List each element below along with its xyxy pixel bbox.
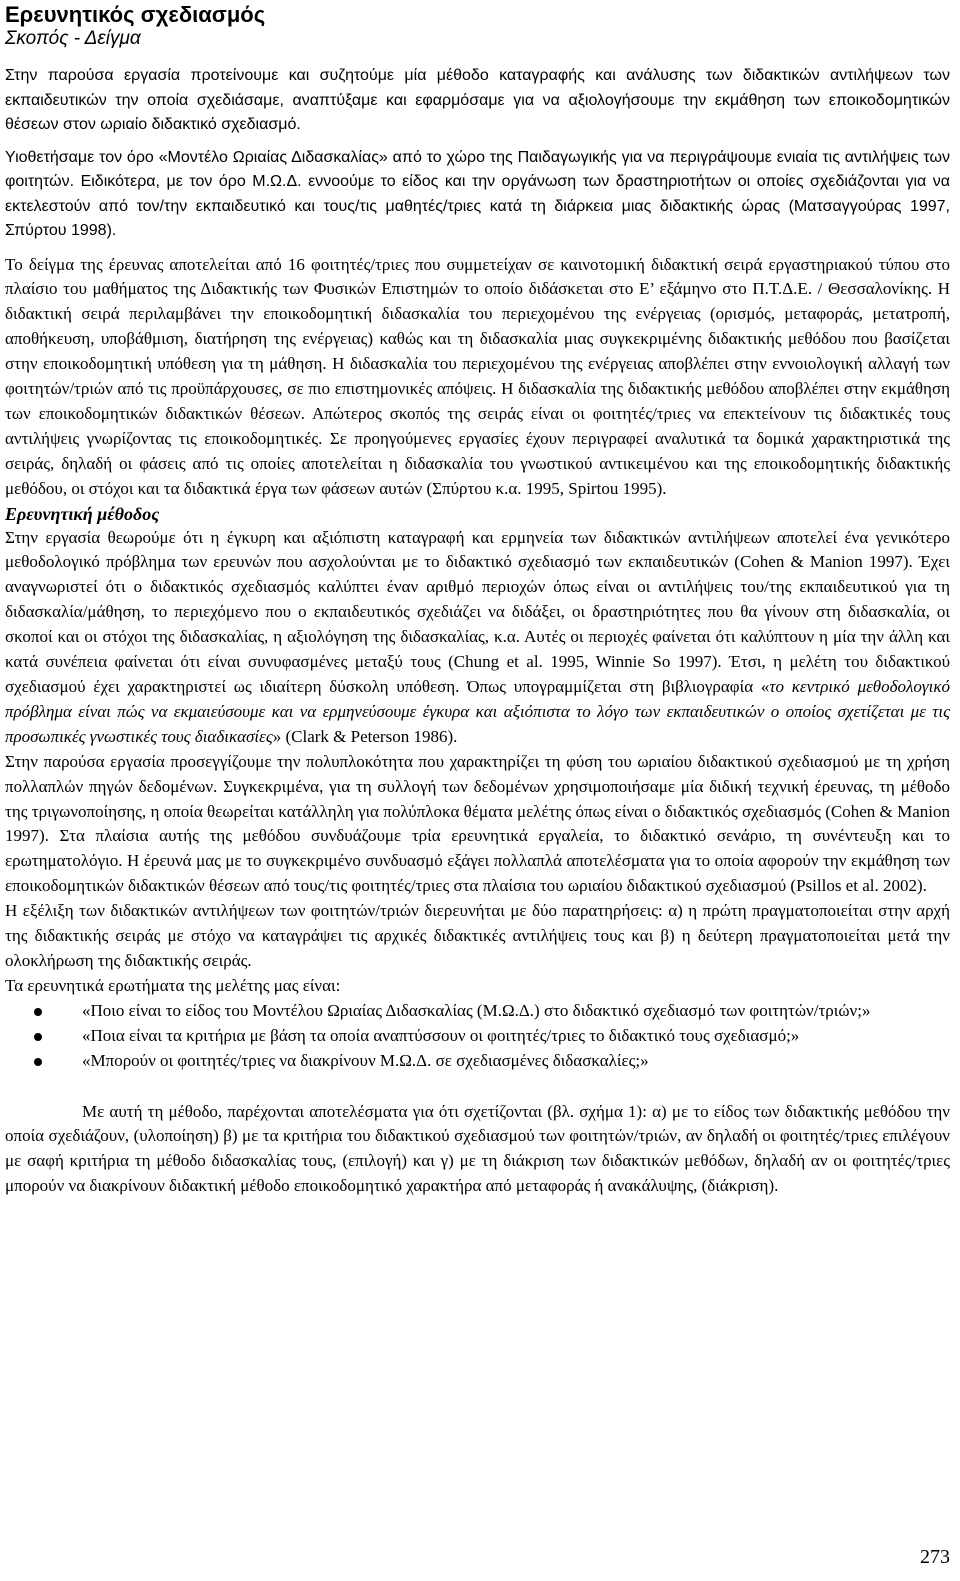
bullet-icon (34, 1008, 42, 1016)
method-paragraph-5: Με αυτή τη μέθοδο, παρέχονται αποτελέσματα για ότι σχετίζονται (βλ. σχήμα 1): α) με το είδος των διδακτικής μεθόδου την οποία σχεδιάζουν, (υλοποίηση) β) με τα κριτήρια του διδακτικού σχεδιασμού των φοιτητών/τριών, αν δηλαδή οι φοιτητές/τριες επιλέγουν με σαφή κριτήρια τη μέθοδο διδασκαλίας τους, (επιλογή) και γ) με τη διάκριση των διδακτικών μεθόδων, δηλαδή αν οι φοιτητές/τριες μπορούν να διακρίνουν διδακτική μέθοδο εποικοδομητικό χαρακτήρα από μεταφοράς ή ανακάλυψης, (διάκριση). (5, 1101, 950, 1196)
method-quote: το κεντρικό μεθοδολογικό πρόβλημα είναι πώς να εκμαιεύσουμε και να ερμηνεύσουμε έγκυρα και αξιόπιστα το λόγο των εκπαιδευτικών ο οποίος σχετίζεται με τις προσωπικές γνωστικές τους διαδικασίες (5, 677, 951, 746)
method-paragraph-4: Τα ερευνητικά ερωτήματα της μελέτης μας είναι: (5, 975, 341, 995)
question-text: «Ποια είναι τα κριτήρια με βάση τα οποία αναπτύσσουν οι φοιτητές/τριες το διδακτικό τους σχεδιασμό;» (82, 1025, 800, 1045)
bullet-icon (34, 1033, 42, 1041)
method-paragraph-3: Η εξέλιξη των διδακτικών αντιλήψεων των φοιτητών/τριών διερευνήται με δύο παρατηρήσεις: α) η πρώτη πραγματοποιείται στην αρχή της διδακτικής σειράς με στόχο να καταγράψει τις αρχικές διδακτικές αντιλήψεις τους και β) η δεύτερη πραγματοποιείται μετά την ολοκλήρωση της διδακτικής σειράς. (5, 901, 950, 970)
question-text: «Μπορούν οι φοιτητές/τριες να διακρίνουν Μ.Ω.Δ. σε σχεδιασμένες διδασκαλίες;» (82, 1050, 649, 1070)
question-text: «Ποιο είναι το είδος του Μοντέλου Ωριαίας Διδασκαλίας (Μ.Ω.Δ.) στο διδακτικό σχεδιασμό των φοιτητών/τριών;» (82, 1000, 871, 1020)
method-paragraph-1 (5, 526, 950, 750)
sample-paragraph: Το δείγμα της έρευνας αποτελείται από 16 φοιτητές/τριες που συμμετείχαν σε καινοτομική διδακτική σειρά εργαστηριακού τύπου στο πλαίσιο του μαθήματος της Διδακτικής των Φυσικών Επιστημών το οποίο διδάσκεται στο Ε’ εξάμηνο στο Π.Τ.Δ.Ε. / Θεσσαλονίκης. Η διδακτική σειρά περιλαμβάνει την εποικοδομητική διδασκαλία του περιεχομένου της ενέργειας (ορισμός, μεταφοράς, μετατροπή, αποθήκευση, υποβάθμιση, διατήρηση της ενέργειας) καθώς και τη διδασκαλία μιας συγκεκριμένης διδακτικής μεθόδου που βασίζεται στην εποικοδομητική υπόθεση για τη μάθηση. Η διδασκαλία του περιεχομένου της ενέργειας αποβλέπει στην εννοιολογική αλλαγή των φοιτητών/τριών από τις προϋπάρχουσες, σε πιο επιστημονικές απόψεις. Η διδασκαλία της διδακτικής μεθόδου αποβλέπει στην εκμάθηση των εποικοδομητικών διδακτικών θέσεων. Απώτερος σκοπός της σειράς είναι οι φοιτητές/τριες να επεκτείνουν τις διδακτικές τους αντιλήψεις γνωρίζοντας τις εποικοδομητικές. Σε προηγούμενες εργασίες έχουν περιγραφεί αναλυτικά τα δομικά χαρακτηριστικά της σειράς, δηλαδή οι φάσεις από τις οποίες αποτελείται η διδασκαλία του γνωστικού αντικειμένου και της εποικοδομητικής διδακτικής μεθόδου, οι στόχοι και τα διδακτικά έργα των φάσεων αυτών (Σπύρτου κ.α. 1995, Spirtou 1995). (5, 254, 950, 498)
research-questions-list (5, 999, 950, 1074)
method-heading: Ερευνητική μέθοδος (5, 503, 160, 524)
subsection-title: Σκοπός - Δείγμα (5, 28, 141, 49)
intro-paragraph-2: Υιοθετήσαμε τον όρο «Μοντέλο Ωριαίας Διδασκαλίας» από το χώρο της Παιδαγωγικής για να περιγράψουμε ενιαία τις αντιλήψεις των φοιτητών. Ειδικότερα, με τον όρο Μ.Ω.Δ. εννοούμε το είδος και την οργάνωση των δραστηριοτήτων οι οποίες σχεδιάζονται για να εκτελεστούν από τον/την εκπαιδευτικό και τους/τις μαθητές/τριες κατά τη διάρκεια μιας διδακτικής ώρας (Ματσαγγούρας 1997, Σπύρτου 1998). (5, 148, 950, 239)
bullet-icon (34, 1058, 42, 1066)
list-item (5, 999, 950, 1024)
method-paragraph-1-citation: » (Clark & Peterson 1986). (272, 726, 458, 746)
intro-paragraph-1: Στην παρούσα εργασία προτείνουμε και συζητούμε μία μέθοδο καταγραφής και ανάλυσης των διδακτικών αντιλήψεων των εκπαιδευτικών την οποία σχεδιάσαμε, αναπτύξαμε και εφαρμόσαμε για να αξιολογήσουμε την εκμάθηση των εποικοδομητικών θέσεων στον ωριαίο διδακτικό σχεδιασμό. (5, 67, 950, 133)
section-title: Ερευνητικός σχεδιασμός (5, 2, 266, 27)
method-paragraph-1-text: Στην εργασία θεωρούμε ότι η έγκυρη και αξιόπιστη καταγραφή και ερμηνεία των διδακτικών αντιλήψεων αποτελεί ένα γενικότερο μεθοδολογικό πρόβλημα των ερευνών που ασχολούνται με το διδακτικό σχεδιασμό των εκπαιδευτικών (Cohen & Manion 1997). Έχει αναγνωριστεί ότι ο διδακτικός σχεδιασμός καλύπτει έναν αριθμό περιοχών όπως είναι οι αντιλήψεις του/της εκπαιδευτικού για τη διδασκαλία/μάθηση, το περιεχόμενο που ο εκπαιδευτικός σχεδιάζει να διδάξει, οι δραστηριότητες που θα γίνουν στη διδασκαλία, οι σκοποί και οι στόχοι της διδασκαλίας, η αξιολόγηση της διδασκαλίας, κ.α. Αυτές οι περιοχές φαίνεται ότι καλύπτουν η μία την άλλη και κατά συνέπεια φαίνεται ότι είναι συνυφασμένες μεταξύ τους (Chung et al. 1995, Winnie So 1997). Έτσι, η μελέτη του διδακτικού σχεδιασμού έχει χαρακτηριστεί ως ιδιαίτερη δύσκολη υπόθεση. Όπως υπογραμμίζεται στη βιβλιογραφία « (5, 527, 950, 696)
list-item (5, 1049, 950, 1074)
method-paragraph-2: Στην παρούσα εργασία προσεγγίζουμε την πολυπλοκότητα που χαρακτηρίζει τη φύση του ωριαίου διδακτικού σχεδιασμού με τη χρήση πολλαπλών πηγών δεδομένων. Συγκεκριμένα, για τη συλλογή των δεδομένων χρησιμοποιήσαμε μία διδική τεχνική έρευνας, τη μέθοδο της τριγωνοποίησης, η οποία θεωρείται κατάλληλη για πολύπλοκα θέματα μελέτης όπως είναι ο διδακτικός σχεδιασμός (Cohen & Manion 1997). Στα πλαίσια αυτής της μεθόδου συνδυάζουμε τρία ερευνητικά εργαλεία, το διδακτικό σενάριο, τη συνέντευξη και το ερωτηματολόγιο. Η έρευνά μας με το συγκεκριμένο συνδυασμό εξάγει πολλαπλά αποτελέσματα για το οποία αφορούν την εκμάθηση των εποικοδομητικών διδακτικών θέσεων από τους/τις φοιτητές/τριες στα πλαίσια του ωριαίου διδακτικού σχεδιασμού (Psillos et al. 2002). (5, 751, 950, 896)
list-item (5, 1024, 950, 1049)
document-page (5, 0, 950, 1199)
page-number: 273 (920, 1546, 950, 1568)
